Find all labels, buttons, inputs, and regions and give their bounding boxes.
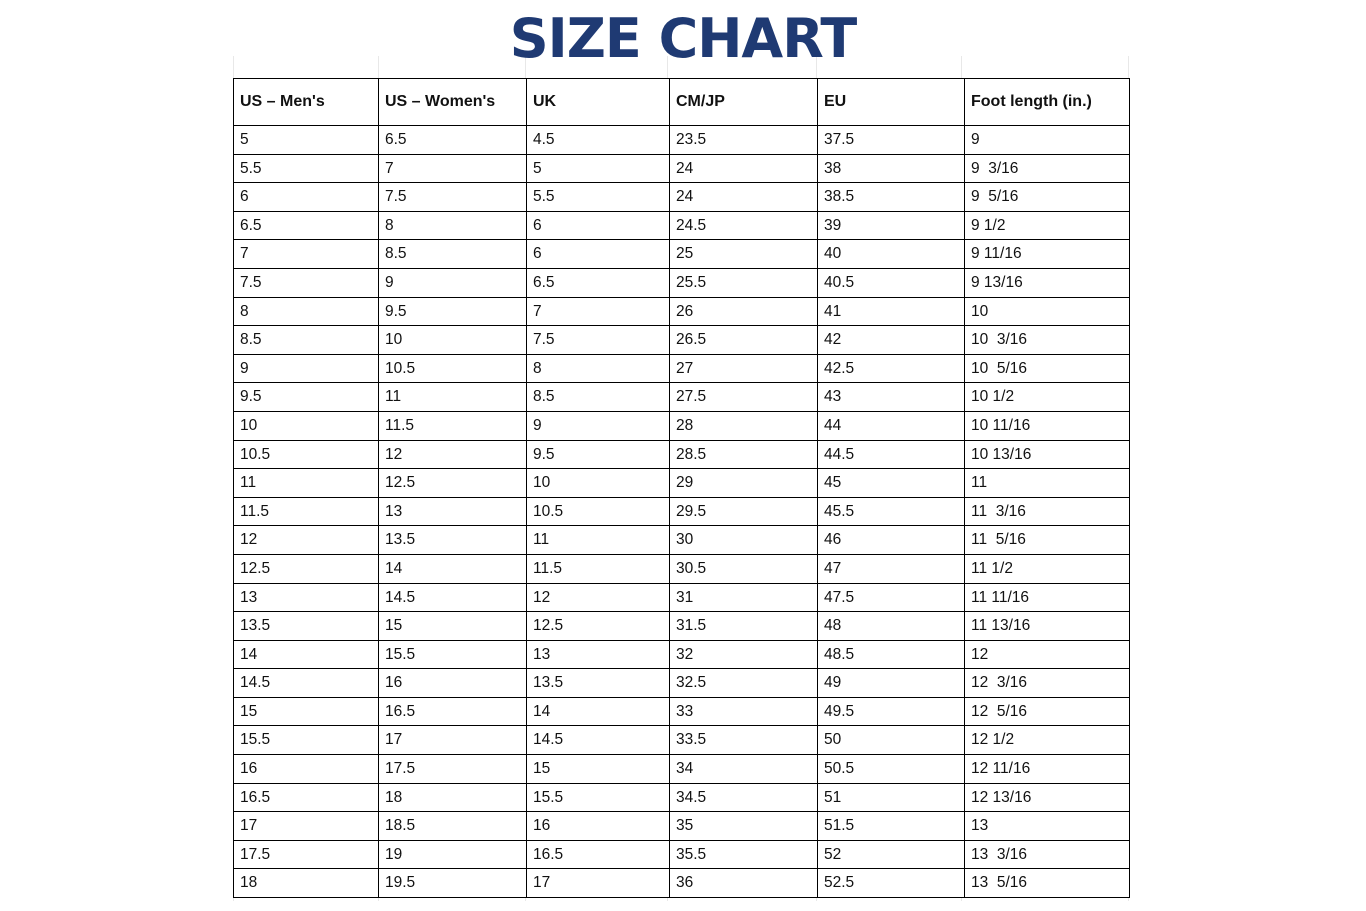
cell-foot-length: 11 5/16 xyxy=(965,526,1130,555)
table-header-row xyxy=(234,79,1130,126)
cell-us-womens: 19 xyxy=(379,840,527,869)
table-row xyxy=(234,783,1130,812)
cell-us-womens: 10.5 xyxy=(379,354,527,383)
cell-us-mens: 6.5 xyxy=(234,211,379,240)
table-row xyxy=(234,812,1130,841)
cell-eu: 51 xyxy=(818,783,965,812)
cell-uk: 17 xyxy=(527,869,670,898)
cell-eu: 42.5 xyxy=(818,354,965,383)
cell-us-mens: 15.5 xyxy=(234,726,379,755)
cell-us-mens: 7.5 xyxy=(234,268,379,297)
table-row xyxy=(234,440,1130,469)
cell-cm-jp: 23.5 xyxy=(670,126,818,155)
table-row xyxy=(234,297,1130,326)
cell-uk: 15 xyxy=(527,755,670,784)
table-row xyxy=(234,154,1130,183)
cell-cm-jp: 34.5 xyxy=(670,783,818,812)
cell-foot-length: 9 11/16 xyxy=(965,240,1130,269)
table-row xyxy=(234,583,1130,612)
cell-us-mens: 5 xyxy=(234,126,379,155)
cell-us-mens: 13.5 xyxy=(234,612,379,641)
cell-foot-length: 11 1/2 xyxy=(965,554,1130,583)
cell-us-womens: 12 xyxy=(379,440,527,469)
cell-foot-length: 13 3/16 xyxy=(965,840,1130,869)
cell-foot-length: 10 3/16 xyxy=(965,326,1130,355)
cell-uk: 14.5 xyxy=(527,726,670,755)
cell-cm-jp: 31 xyxy=(670,583,818,612)
cell-us-womens: 6.5 xyxy=(379,126,527,155)
cell-foot-length: 10 13/16 xyxy=(965,440,1130,469)
size-chart-table xyxy=(233,78,1130,898)
cell-eu: 41 xyxy=(818,297,965,326)
cell-us-womens: 14.5 xyxy=(379,583,527,612)
cell-foot-length: 9 3/16 xyxy=(965,154,1130,183)
cell-us-womens: 13 xyxy=(379,497,527,526)
column-header-foot-length: Foot length (in.) xyxy=(965,79,1130,126)
cell-us-mens: 8 xyxy=(234,297,379,326)
cell-eu: 48 xyxy=(818,612,965,641)
cell-foot-length: 10 5/16 xyxy=(965,354,1130,383)
size-chart-table-container xyxy=(233,78,1129,898)
cell-foot-length: 11 3/16 xyxy=(965,497,1130,526)
cell-us-womens: 17 xyxy=(379,726,527,755)
table-row xyxy=(234,554,1130,583)
cell-us-womens: 18 xyxy=(379,783,527,812)
table-row xyxy=(234,755,1130,784)
cell-cm-jp: 33 xyxy=(670,697,818,726)
cell-uk: 4.5 xyxy=(527,126,670,155)
table-row xyxy=(234,383,1130,412)
cell-eu: 50 xyxy=(818,726,965,755)
cell-us-womens: 9.5 xyxy=(379,297,527,326)
cell-us-mens: 8.5 xyxy=(234,326,379,355)
cell-uk: 9 xyxy=(527,411,670,440)
cell-uk: 6.5 xyxy=(527,268,670,297)
cell-uk: 10 xyxy=(527,469,670,498)
cell-foot-length: 9 13/16 xyxy=(965,268,1130,297)
cell-us-womens: 19.5 xyxy=(379,869,527,898)
cell-us-mens: 10 xyxy=(234,411,379,440)
cell-uk: 16 xyxy=(527,812,670,841)
table-row xyxy=(234,211,1130,240)
cell-uk: 5 xyxy=(527,154,670,183)
cell-cm-jp: 28 xyxy=(670,411,818,440)
cell-uk: 8.5 xyxy=(527,383,670,412)
cell-cm-jp: 33.5 xyxy=(670,726,818,755)
column-header-uk: UK xyxy=(527,79,670,126)
cell-cm-jp: 35 xyxy=(670,812,818,841)
table-row xyxy=(234,869,1130,898)
cell-foot-length: 12 11/16 xyxy=(965,755,1130,784)
cell-foot-length: 10 11/16 xyxy=(965,411,1130,440)
cell-foot-length: 11 11/16 xyxy=(965,583,1130,612)
column-header-us-mens: US – Men's xyxy=(234,79,379,126)
cell-us-mens: 12 xyxy=(234,526,379,555)
cell-us-womens: 9 xyxy=(379,268,527,297)
cell-us-mens: 16 xyxy=(234,755,379,784)
cell-cm-jp: 27.5 xyxy=(670,383,818,412)
cell-foot-length: 9 xyxy=(965,126,1130,155)
cell-uk: 6 xyxy=(527,211,670,240)
cell-foot-length: 12 3/16 xyxy=(965,669,1130,698)
table-row xyxy=(234,411,1130,440)
cell-us-womens: 18.5 xyxy=(379,812,527,841)
cell-foot-length: 12 5/16 xyxy=(965,697,1130,726)
cell-us-womens: 8.5 xyxy=(379,240,527,269)
cell-cm-jp: 25 xyxy=(670,240,818,269)
cell-eu: 49.5 xyxy=(818,697,965,726)
cell-uk: 7.5 xyxy=(527,326,670,355)
table-row xyxy=(234,640,1130,669)
cell-us-mens: 11.5 xyxy=(234,497,379,526)
cell-us-mens: 16.5 xyxy=(234,783,379,812)
table-row xyxy=(234,183,1130,212)
cell-uk: 11.5 xyxy=(527,554,670,583)
column-header-eu: EU xyxy=(818,79,965,126)
cell-eu: 45 xyxy=(818,469,965,498)
cell-uk: 16.5 xyxy=(527,840,670,869)
cell-us-womens: 10 xyxy=(379,326,527,355)
cell-foot-length: 12 13/16 xyxy=(965,783,1130,812)
cell-foot-length: 10 1/2 xyxy=(965,383,1130,412)
cell-foot-length: 9 1/2 xyxy=(965,211,1130,240)
cell-cm-jp: 29 xyxy=(670,469,818,498)
table-row xyxy=(234,354,1130,383)
cell-us-mens: 7 xyxy=(234,240,379,269)
cell-us-womens: 15 xyxy=(379,612,527,641)
cell-foot-length: 13 xyxy=(965,812,1130,841)
cell-eu: 52.5 xyxy=(818,869,965,898)
cell-cm-jp: 26 xyxy=(670,297,818,326)
cell-us-womens: 8 xyxy=(379,211,527,240)
cell-us-womens: 7.5 xyxy=(379,183,527,212)
cell-us-womens: 7 xyxy=(379,154,527,183)
cell-uk: 10.5 xyxy=(527,497,670,526)
cell-eu: 50.5 xyxy=(818,755,965,784)
cell-us-womens: 16 xyxy=(379,669,527,698)
cell-eu: 47 xyxy=(818,554,965,583)
cell-cm-jp: 31.5 xyxy=(670,612,818,641)
cell-eu: 44 xyxy=(818,411,965,440)
table-row xyxy=(234,526,1130,555)
cell-uk: 8 xyxy=(527,354,670,383)
cell-uk: 14 xyxy=(527,697,670,726)
table-row xyxy=(234,697,1130,726)
cell-cm-jp: 26.5 xyxy=(670,326,818,355)
cell-us-womens: 11.5 xyxy=(379,411,527,440)
cell-uk: 13.5 xyxy=(527,669,670,698)
cell-us-mens: 18 xyxy=(234,869,379,898)
cell-uk: 6 xyxy=(527,240,670,269)
column-header-us-womens: US – Women's xyxy=(379,79,527,126)
cell-us-mens: 10.5 xyxy=(234,440,379,469)
cell-eu: 38.5 xyxy=(818,183,965,212)
cell-uk: 7 xyxy=(527,297,670,326)
cell-cm-jp: 24.5 xyxy=(670,211,818,240)
cell-us-mens: 11 xyxy=(234,469,379,498)
cell-cm-jp: 25.5 xyxy=(670,268,818,297)
cell-uk: 15.5 xyxy=(527,783,670,812)
cell-foot-length: 10 xyxy=(965,297,1130,326)
cell-us-womens: 15.5 xyxy=(379,640,527,669)
cell-us-mens: 14.5 xyxy=(234,669,379,698)
cell-cm-jp: 29.5 xyxy=(670,497,818,526)
column-header-cm-jp: CM/JP xyxy=(670,79,818,126)
cell-us-mens: 5.5 xyxy=(234,154,379,183)
table-row xyxy=(234,669,1130,698)
cell-cm-jp: 35.5 xyxy=(670,840,818,869)
cell-eu: 44.5 xyxy=(818,440,965,469)
cell-us-mens: 15 xyxy=(234,697,379,726)
cell-us-mens: 13 xyxy=(234,583,379,612)
cell-eu: 38 xyxy=(818,154,965,183)
cell-foot-length: 12 1/2 xyxy=(965,726,1130,755)
cell-foot-length: 11 xyxy=(965,469,1130,498)
cell-uk: 11 xyxy=(527,526,670,555)
table-row xyxy=(234,240,1130,269)
cell-cm-jp: 32 xyxy=(670,640,818,669)
cell-eu: 39 xyxy=(818,211,965,240)
table-row xyxy=(234,268,1130,297)
cell-eu: 40 xyxy=(818,240,965,269)
cell-us-mens: 9.5 xyxy=(234,383,379,412)
table-row xyxy=(234,497,1130,526)
table-row xyxy=(234,326,1130,355)
page-title: SIZE CHART xyxy=(509,7,857,70)
cell-us-mens: 9 xyxy=(234,354,379,383)
cell-eu: 43 xyxy=(818,383,965,412)
cell-us-mens: 17.5 xyxy=(234,840,379,869)
cell-foot-length: 11 13/16 xyxy=(965,612,1130,641)
cell-eu: 47.5 xyxy=(818,583,965,612)
table-row xyxy=(234,612,1130,641)
cell-us-womens: 17.5 xyxy=(379,755,527,784)
cell-us-womens: 13.5 xyxy=(379,526,527,555)
cell-eu: 42 xyxy=(818,326,965,355)
cell-uk: 9.5 xyxy=(527,440,670,469)
cell-eu: 48.5 xyxy=(818,640,965,669)
cell-uk: 12 xyxy=(527,583,670,612)
cell-us-womens: 12.5 xyxy=(379,469,527,498)
cell-cm-jp: 30 xyxy=(670,526,818,555)
cell-cm-jp: 36 xyxy=(670,869,818,898)
cell-cm-jp: 27 xyxy=(670,354,818,383)
table-row xyxy=(234,726,1130,755)
table-row xyxy=(234,469,1130,498)
cell-uk: 5.5 xyxy=(527,183,670,212)
cell-foot-length: 13 5/16 xyxy=(965,869,1130,898)
cell-us-womens: 14 xyxy=(379,554,527,583)
cell-us-mens: 6 xyxy=(234,183,379,212)
cell-eu: 40.5 xyxy=(818,268,965,297)
cell-eu: 51.5 xyxy=(818,812,965,841)
cell-eu: 49 xyxy=(818,669,965,698)
cell-us-womens: 16.5 xyxy=(379,697,527,726)
table-row xyxy=(234,126,1130,155)
cell-eu: 52 xyxy=(818,840,965,869)
cell-cm-jp: 34 xyxy=(670,755,818,784)
cell-uk: 13 xyxy=(527,640,670,669)
cell-us-womens: 11 xyxy=(379,383,527,412)
cell-cm-jp: 24 xyxy=(670,154,818,183)
cell-us-mens: 17 xyxy=(234,812,379,841)
cell-us-mens: 14 xyxy=(234,640,379,669)
cell-eu: 46 xyxy=(818,526,965,555)
cell-foot-length: 9 5/16 xyxy=(965,183,1130,212)
cell-eu: 37.5 xyxy=(818,126,965,155)
cell-cm-jp: 24 xyxy=(670,183,818,212)
cell-cm-jp: 32.5 xyxy=(670,669,818,698)
cell-eu: 45.5 xyxy=(818,497,965,526)
cell-foot-length: 12 xyxy=(965,640,1130,669)
cell-uk: 12.5 xyxy=(527,612,670,641)
table-row xyxy=(234,840,1130,869)
cell-cm-jp: 28.5 xyxy=(670,440,818,469)
cell-us-mens: 12.5 xyxy=(234,554,379,583)
cell-cm-jp: 30.5 xyxy=(670,554,818,583)
